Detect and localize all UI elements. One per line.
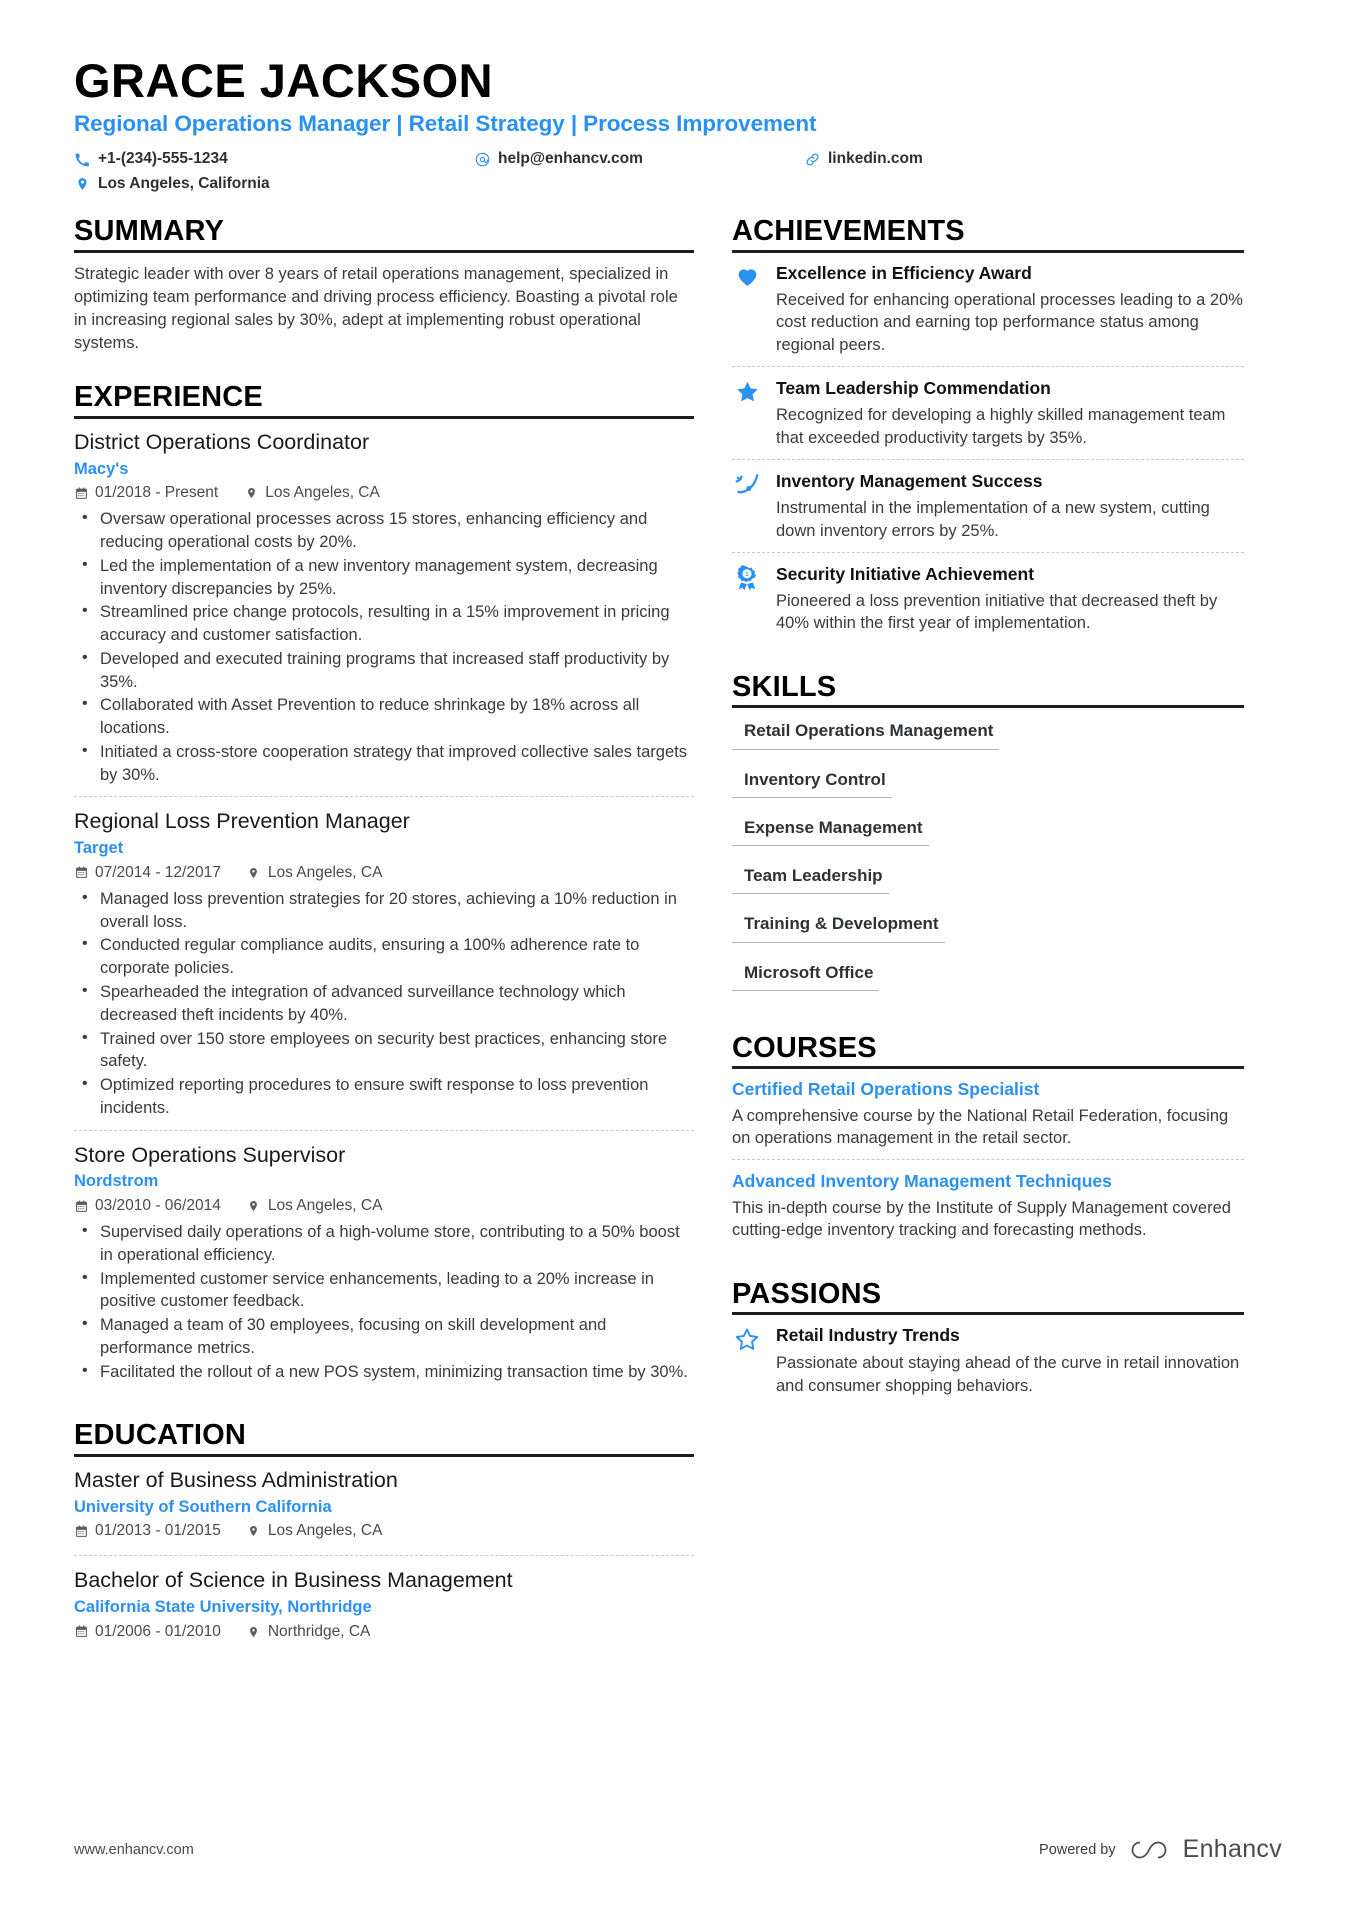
award-ribbon-icon [732, 564, 762, 595]
job-dates-text: 01/2018 - Present [95, 484, 219, 502]
link-icon [804, 152, 820, 168]
job-meta [74, 864, 694, 882]
education-entry [74, 1555, 694, 1656]
achievement-body [776, 263, 1244, 356]
section-achievements [732, 215, 1244, 644]
spacer [74, 359, 694, 381]
achievement-item [732, 459, 1244, 552]
course-desc: A comprehensive course by the National Retail Federation, focusing on operations management in the retail sector. [732, 1106, 1229, 1148]
education-location [247, 1522, 383, 1540]
left-column [74, 215, 694, 1659]
section-skills [732, 671, 1244, 991]
experience-heading: EXPERIENCE [74, 381, 263, 414]
skill-row [732, 817, 1244, 846]
contact-phone[interactable] [74, 150, 474, 169]
comet-icon [732, 471, 762, 502]
job-location [244, 484, 380, 502]
achievement-body [776, 378, 1244, 449]
candidate-name: GRACE JACKSON [74, 54, 494, 107]
location-icon [247, 1625, 261, 1639]
job-bullet: • Led the implementation of a new inventory management system, decreasing inventory discrepancies by 25%. [74, 555, 694, 601]
company-name[interactable]: Macy's [74, 459, 129, 478]
achievement-desc: Received for enhancing operational processes leading to a 20% cost reduction and earning top performance status among regional peers. [776, 290, 1243, 354]
job-bullet: • Initiated a cross-store cooperation strategy that improved collective sales targets by 30%. [74, 741, 694, 787]
experience-entry [74, 796, 694, 1129]
location-icon [247, 1524, 261, 1538]
contact-location-text: Los Angeles, California [98, 174, 270, 192]
contact-link[interactable] [804, 150, 1282, 169]
skill-chip: Team Leadership [732, 865, 889, 894]
job-location [247, 1197, 383, 1215]
job-bullet: • Managed a team of 30 employees, focusing on skill development and performance metrics. [74, 1314, 694, 1360]
skill-chip: Inventory Control [732, 769, 892, 798]
job-bullet: • Implemented customer service enhancements, leading to a 20% increase in positive customer feedback. [74, 1268, 694, 1314]
star-filled-icon [732, 378, 762, 409]
education-dates [74, 1623, 221, 1641]
job-location-text: Los Angeles, CA [265, 484, 380, 502]
email-icon [474, 152, 490, 168]
experience-rule [74, 416, 694, 419]
education-heading: EDUCATION [74, 1419, 247, 1452]
calendar-icon [74, 1625, 88, 1639]
location-icon [247, 1199, 261, 1213]
calendar-icon [74, 1524, 88, 1538]
job-bullets [74, 508, 694, 786]
right-column [732, 215, 1244, 1659]
job-title: District Operations Coordinator [74, 429, 370, 454]
brand-name: Enhancv [1182, 1835, 1282, 1863]
contact-details [74, 150, 1282, 193]
achievement-body [776, 471, 1244, 542]
education-dates-text: 01/2006 - 01/2010 [95, 1622, 221, 1640]
job-bullet: • Streamlined price change protocols, resulting in a 15% improvement in pricing accuracy and customer satisfaction. [74, 601, 694, 647]
education-meta [74, 1623, 694, 1641]
course-item [732, 1159, 1244, 1251]
education-meta [74, 1522, 694, 1540]
school-name[interactable]: California State University, Northridge [74, 1598, 372, 1617]
skill-row [732, 769, 1244, 798]
skill-chip: Expense Management [732, 817, 929, 846]
skill-chip: Retail Operations Management [732, 720, 999, 749]
job-title: Regional Loss Prevention Manager [74, 809, 410, 834]
location-icon [244, 486, 258, 500]
job-title: Store Operations Supervisor [74, 1142, 346, 1167]
achievement-body [776, 564, 1244, 635]
passions-heading: PASSIONS [732, 1277, 882, 1310]
education-rule [74, 1454, 694, 1457]
spacer [74, 1397, 694, 1419]
job-dates [74, 1197, 221, 1215]
job-bullet: • Developed and executed training programs that increased staff productivity by 35%. [74, 648, 694, 694]
achievement-item [732, 263, 1244, 366]
job-dates-text: 03/2010 - 06/2014 [95, 1197, 221, 1215]
section-courses [732, 1032, 1244, 1252]
skill-row [732, 720, 1244, 749]
candidate-headline: Regional Operations Manager | Retail Strategy | Process Improvement [74, 111, 817, 137]
job-bullet: • Conducted regular compliance audits, ensuring a 100% adherence rate to corporate policies. [74, 934, 694, 980]
achievement-desc: Recognized for developing a highly skilled management team that exceeded productivity targets by 35%. [776, 406, 1226, 447]
section-summary [74, 215, 694, 355]
job-location-text: Los Angeles, CA [267, 863, 383, 881]
enhancv-logo-icon [1130, 1837, 1174, 1863]
school-name[interactable]: University of Southern California [74, 1497, 332, 1516]
achievement-item [732, 366, 1244, 459]
achievement-title: Inventory Management Success [776, 471, 1043, 492]
passion-title: Retail Industry Trends [776, 1325, 960, 1346]
job-bullet: • Spearheaded the integration of advanced surveillance technology which decreased theft incidents by 40%. [74, 981, 694, 1027]
skill-chip: Training & Development [732, 913, 945, 942]
spacer [732, 1010, 1244, 1032]
location-icon [247, 866, 261, 880]
skill-row [732, 865, 1244, 894]
education-dates [74, 1522, 221, 1540]
job-location-text: Los Angeles, CA [267, 1197, 383, 1215]
skills-heading: SKILLS [732, 670, 837, 703]
brand-logo [1130, 1835, 1282, 1864]
job-bullets [74, 1221, 694, 1383]
skill-row [732, 962, 1244, 991]
degree-title: Master of Business Administration [74, 1467, 398, 1492]
job-location [247, 864, 383, 882]
job-dates [74, 484, 218, 502]
passions-rule [732, 1312, 1244, 1315]
page-footer [74, 1835, 1282, 1864]
job-meta [74, 484, 694, 502]
job-bullet: • Trained over 150 store employees on security best practices, enhancing store safety. [74, 1028, 694, 1074]
calendar-icon [74, 1199, 88, 1213]
resume-header [74, 56, 1282, 193]
contact-email[interactable] [474, 150, 804, 169]
section-experience [74, 381, 694, 1393]
job-bullet: • Oversaw operational processes across 15 stores, enhancing efficiency and reducing operational costs by 20%. [74, 508, 694, 554]
experience-entry [74, 429, 694, 797]
achievements-heading: ACHIEVEMENTS [732, 215, 965, 248]
job-bullet: • Collaborated with Asset Prevention to reduce shrinkage by 18% across all locations. [74, 694, 694, 740]
degree-title: Bachelor of Science in Business Management [74, 1568, 513, 1593]
achievement-title: Excellence in Efficiency Award [776, 262, 1032, 283]
course-title[interactable]: Advanced Inventory Management Techniques [732, 1171, 1112, 1192]
education-dates-text: 01/2013 - 01/2015 [95, 1522, 221, 1540]
job-bullets [74, 888, 694, 1120]
skills-rule [732, 705, 1244, 708]
spacer [732, 649, 1244, 671]
contact-email-text: help@enhancv.com [498, 150, 643, 168]
company-name[interactable]: Nordstrom [74, 1172, 159, 1191]
footer-brand-area [1039, 1835, 1282, 1864]
education-entry [74, 1467, 694, 1556]
courses-rule [732, 1066, 1244, 1069]
passion-item [732, 1325, 1244, 1397]
achievement-title: Security Initiative Achievement [776, 563, 1035, 584]
achievements-rule [732, 250, 1244, 253]
skills-list [732, 718, 1244, 991]
contact-location [74, 175, 474, 194]
star-outline-icon [732, 1325, 762, 1356]
section-education [74, 1419, 694, 1655]
company-name[interactable]: Target [74, 839, 124, 858]
powered-by-label: Powered by [1039, 1841, 1116, 1858]
job-bullet: • Optimized reporting procedures to ensure swift response to loss prevention incidents. [74, 1074, 694, 1120]
course-desc: This in-depth course by the Institute of Supply Management covered cutting-edge inventory tracking and forecasting methods. [732, 1198, 1231, 1240]
calendar-icon [74, 866, 88, 880]
job-bullet: • Supervised daily operations of a high-volume store, contributing to a 50% boost in operational efficiency. [74, 1221, 694, 1267]
summary-text: Strategic leader with over 8 years of retail operations management, specialized in optimizing team performance and driving process efficiency. Boasting a pivotal role in increasing regional sales by 30%, adept at implementing robust operational systems. [74, 264, 678, 353]
footer-website[interactable]: www.enhancv.com [74, 1841, 194, 1858]
location-icon [74, 176, 90, 192]
phone-icon [74, 152, 90, 168]
education-location-text: Northridge, CA [267, 1622, 371, 1640]
skill-row [732, 913, 1244, 942]
spacer [732, 1256, 1244, 1278]
achievement-item [732, 552, 1244, 645]
course-title[interactable]: Certified Retail Operations Specialist [732, 1079, 1040, 1100]
section-passions [732, 1278, 1244, 1397]
achievement-title: Team Leadership Commendation [776, 378, 1051, 399]
course-item [732, 1079, 1244, 1159]
summary-rule [74, 250, 694, 253]
passion-desc: Passionate about staying ahead of the curve in retail innovation and consumer shopping behaviors. [776, 1354, 1240, 1395]
skill-chip: Microsoft Office [732, 962, 879, 991]
achievement-desc: Pioneered a loss prevention initiative that decreased theft by 40% within the first year of implementation. [776, 591, 1218, 633]
experience-entry [74, 1130, 694, 1394]
contact-phone-text: +1-(234)-555-1234 [98, 150, 228, 168]
contact-link-text: linkedin.com [828, 150, 923, 168]
job-dates-text: 07/2014 - 12/2017 [95, 863, 221, 881]
passion-body [776, 1325, 1244, 1397]
heart-icon [732, 263, 762, 294]
job-meta [74, 1197, 694, 1215]
courses-heading: COURSES [732, 1031, 877, 1064]
summary-heading: SUMMARY [74, 215, 225, 248]
calendar-icon [74, 486, 88, 500]
svg-text:1: 1 [745, 571, 749, 578]
job-bullet: • Managed loss prevention strategies for 20 stores, achieving a 10% reduction in overall loss. [74, 888, 694, 934]
education-location [247, 1623, 371, 1641]
job-bullet: • Facilitated the rollout of a new POS system, minimizing transaction time by 30%. [74, 1361, 694, 1384]
job-dates [74, 864, 221, 882]
achievement-desc: Instrumental in the implementation of a new system, cutting down inventory errors by 25%. [776, 499, 1210, 540]
education-location-text: Los Angeles, CA [267, 1522, 383, 1540]
